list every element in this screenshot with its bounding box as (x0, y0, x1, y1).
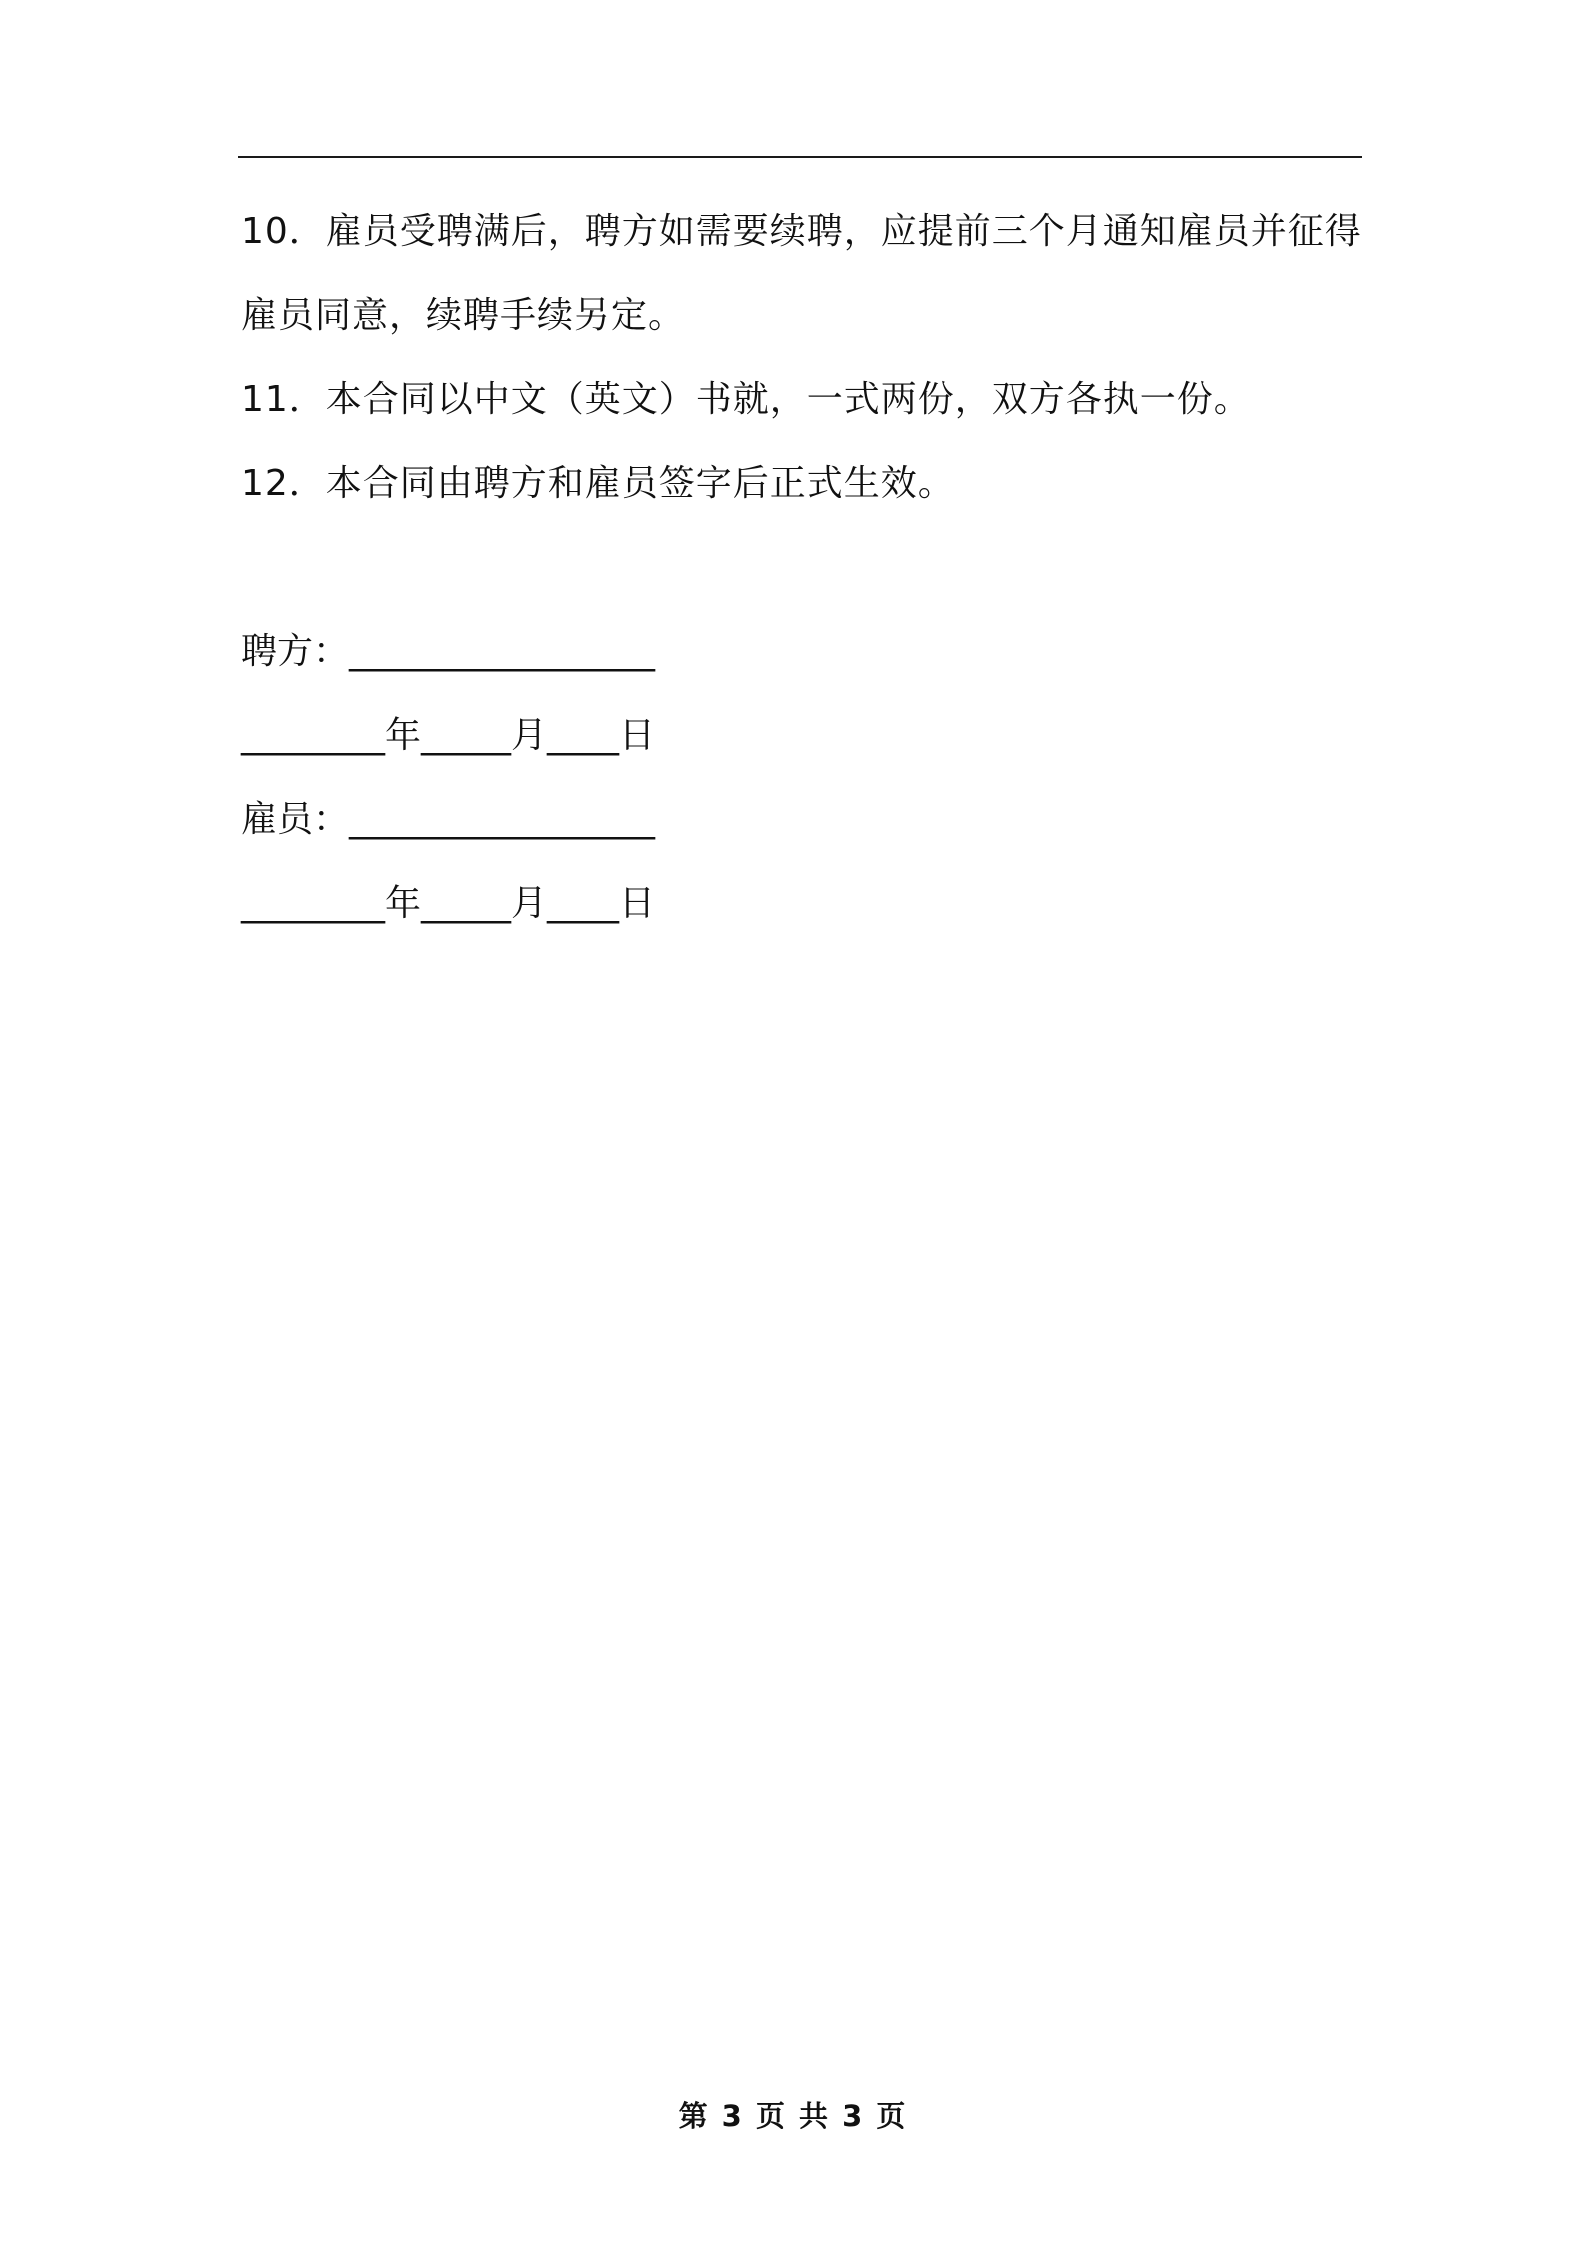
clause-10: 10．雇员受聘满后，聘方如需要续聘，应提前三个月通知雇员并征得雇员同意，续聘手续另定。 (241, 211, 1362, 336)
employer-date-line: ________年_____月____日 (241, 715, 655, 756)
section-spacer (241, 526, 1371, 610)
clause-11: 11．本合同以中文（英文）书就，一式两份，双方各执一份。 (241, 379, 1251, 420)
clause-12: 12．本合同由聘方和雇员签字后正式生效。 (241, 463, 955, 504)
page-number-footer: 第 3 页 共 3 页 (678, 2099, 908, 2133)
employee-signature-line: 雇员：_________________ (241, 799, 656, 840)
signature-block (241, 610, 1371, 946)
employer-signature-line: 聘方：_________________ (241, 631, 656, 672)
header-rule (238, 156, 1362, 158)
document-body (241, 190, 1371, 946)
employee-date-line: ________年_____月____日 (241, 883, 655, 924)
